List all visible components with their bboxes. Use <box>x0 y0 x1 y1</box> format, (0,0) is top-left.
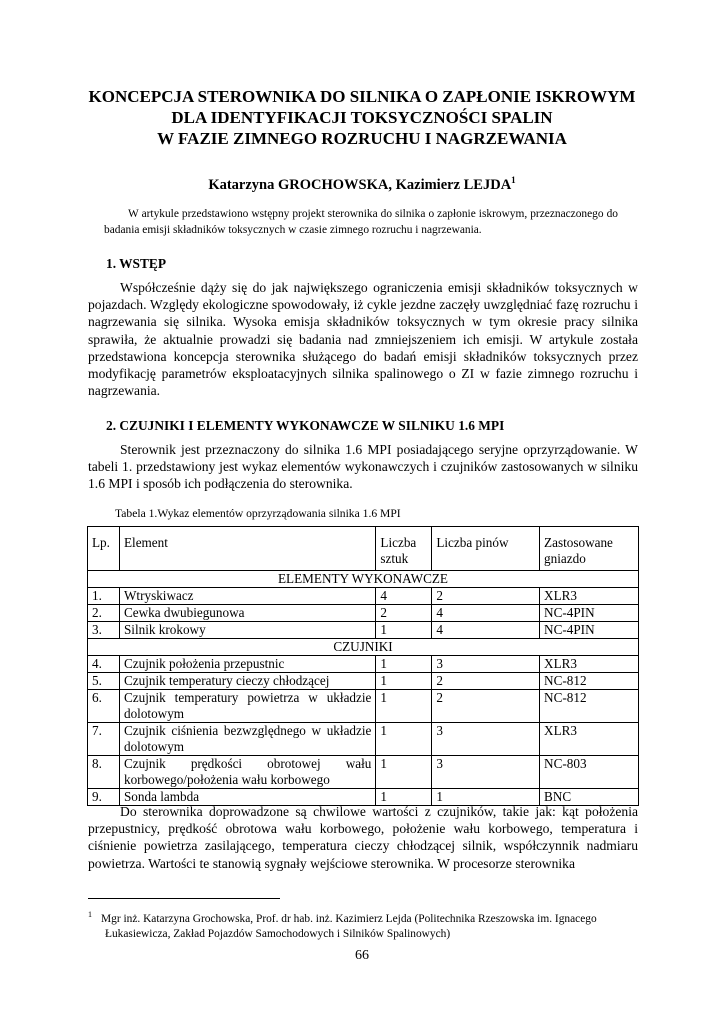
cell-element: Czujnik ciśnienia bezwzględnego w układzie dolotowym <box>119 723 375 756</box>
table-section-row <box>88 571 639 588</box>
section-sensors-label: CZUJNIKI <box>88 639 639 656</box>
cell-count: 1 <box>376 756 432 789</box>
table-row <box>88 588 639 605</box>
cell-lp: 5. <box>88 673 120 690</box>
table-row <box>88 656 639 673</box>
cell-pins: 3 <box>432 723 540 756</box>
cell-element: Silnik krokowy <box>119 622 375 639</box>
cell-pins: 3 <box>432 656 540 673</box>
cell-pins: 1 <box>432 789 540 806</box>
author-footnote-mark: 1 <box>511 175 516 185</box>
cell-socket: NC-4PIN <box>540 622 639 639</box>
cell-count: 1 <box>376 656 432 673</box>
title-line-1: KONCEPCJA STEROWNIKA DO SILNIKA O ZAPŁONIE ISKROWYM <box>88 87 636 106</box>
table-row <box>88 756 639 789</box>
cell-pins: 2 <box>432 673 540 690</box>
cell-pins: 4 <box>432 605 540 622</box>
cell-lp: 7. <box>88 723 120 756</box>
cell-socket: XLR3 <box>540 588 639 605</box>
cell-socket: NC-4PIN <box>540 605 639 622</box>
cell-lp: 9. <box>88 789 120 806</box>
paper-title <box>60 86 664 149</box>
header-lp: Lp. <box>88 527 120 571</box>
authors <box>60 171 664 194</box>
section-2-paragraph: Sterownik jest przeznaczony do silnika 1.6 MPI posiadającego seryjne oprzyrządowanie. W tabeli 1. przedstawiony jest wykaz elementów wykonawczych i czujników zastosowanych w silniku 1.6 MPI i sposób ich podłączenia do sterownika. <box>88 442 638 492</box>
table-row <box>88 723 639 756</box>
cell-lp: 1. <box>88 588 120 605</box>
cell-element: Sonda lambda <box>119 789 375 806</box>
cell-element: Czujnik temperatury powietrza w układzie dolotowym <box>119 690 375 723</box>
cell-element: Czujnik położenia przepustnic <box>119 656 375 673</box>
cell-element: Cewka dwubiegunowa <box>119 605 375 622</box>
title-line-3: W FAZIE ZIMNEGO ROZRUCHU I NAGRZEWANIA <box>157 129 567 148</box>
table-row <box>88 673 639 690</box>
page-number: 66 <box>355 948 369 963</box>
cell-lp: 3. <box>88 622 120 639</box>
header-socket: Zastosowane gniazdo <box>540 527 639 571</box>
cell-lp: 8. <box>88 756 120 789</box>
cell-socket: NC-812 <box>540 690 639 723</box>
cell-pins: 2 <box>432 588 540 605</box>
section-2-heading: 2. CZUJNIKI I ELEMENTY WYKONAWCZE W SILNIKU 1.6 MPI <box>106 418 505 433</box>
cell-count: 1 <box>376 622 432 639</box>
section-actuators-label: ELEMENTY WYKONAWCZE <box>88 571 639 588</box>
cell-element: Czujnik prędkości obrotowej wału korbowego/położenia wału korbowego <box>119 756 375 789</box>
section-1-heading: 1. WSTĘP <box>106 256 167 271</box>
cell-socket: XLR3 <box>540 723 639 756</box>
footnote-divider <box>88 898 280 899</box>
cell-socket: BNC <box>540 789 639 806</box>
table-row <box>88 622 639 639</box>
title-line-2: DLA IDENTYFIKACJI TOKSYCZNOŚCI SPALIN <box>171 108 553 127</box>
cell-socket: XLR3 <box>540 656 639 673</box>
author-names: Katarzyna GROCHOWSKA, Kazimierz LEJDA <box>208 176 512 193</box>
table-row <box>88 605 639 622</box>
footnote-text: Mgr inż. Katarzyna Grochowska, Prof. dr hab. inż. Kazimierz Lejda (Politechnika Rzeszowska im. Ignacego Łukasiewicza, Zakład Pojazdów Samochodowych i Silników Spalinowych) <box>101 912 597 941</box>
table-caption: Tabela 1.Wykaz elementów oprzyrządowania silnika 1.6 MPI <box>115 507 401 520</box>
table-header-row <box>88 527 639 571</box>
equipment-table <box>87 526 639 806</box>
cell-lp: 2. <box>88 605 120 622</box>
cell-count: 4 <box>376 588 432 605</box>
footnote <box>88 907 648 943</box>
table-section-row <box>88 639 639 656</box>
cell-pins: 2 <box>432 690 540 723</box>
cell-count: 1 <box>376 673 432 690</box>
cell-pins: 4 <box>432 622 540 639</box>
post-table-paragraph: Do sterownika doprowadzone są chwilowe wartości z czujników, takie jak: kąt położenia przepustnicy, prędkość obrotowa wału korbowego, położenie wału korbowego, temperatura i ciśnienie powietrza zasilającego, temperatura cieczy chłodzącej silnik, współczynnik nadmiaru powietrza. Wartości te stanowią sygnały wejściowe sterownika. W procesorze sterownika <box>88 804 638 871</box>
table-row <box>88 690 639 723</box>
cell-count: 1 <box>376 690 432 723</box>
header-element: Element <box>119 527 375 571</box>
cell-count: 1 <box>376 723 432 756</box>
cell-count: 1 <box>376 789 432 806</box>
header-pins: Liczba pinów <box>432 527 540 571</box>
section-1-paragraph: Współcześnie dąży się do jak największego ograniczenia emisji składników toksycznych w pojazdach. Względy ekologiczne spowodowały, iż cykle jezdne zaczęły uwzględniać fazę rozruchu i nagrzewania się silnika. Wysoka emisja składników toksycznych w tym okresie pracy silnika sprawiła, że aktualnie prowadzi się badania nad zmniejszeniem ich emisji. W artykule została przedstawiona koncepcja sterownika służącego do badań emisji składników toksycznych przez modyfikację parametrów eksploatacyjnych silnika spalinowego o ZI w fazie zimnego rozruchu i nagrzewania. <box>88 280 638 399</box>
cell-element: Wtryskiwacz <box>119 588 375 605</box>
header-count: Liczba sztuk <box>376 527 432 571</box>
cell-socket: NC-803 <box>540 756 639 789</box>
cell-count: 2 <box>376 605 432 622</box>
cell-lp: 6. <box>88 690 120 723</box>
cell-lp: 4. <box>88 656 120 673</box>
footnote-mark: 1 <box>88 910 92 919</box>
cell-socket: NC-812 <box>540 673 639 690</box>
abstract: W artykule przedstawiono wstępny projekt sterownika do silnika o zapłonie iskrowym, przeznaczonego do badania emisji składników toksycznych w czasie zimnego rozruchu i nagrzewania. <box>104 208 618 236</box>
cell-pins: 3 <box>432 756 540 789</box>
cell-element: Czujnik temperatury cieczy chłodzącej <box>119 673 375 690</box>
